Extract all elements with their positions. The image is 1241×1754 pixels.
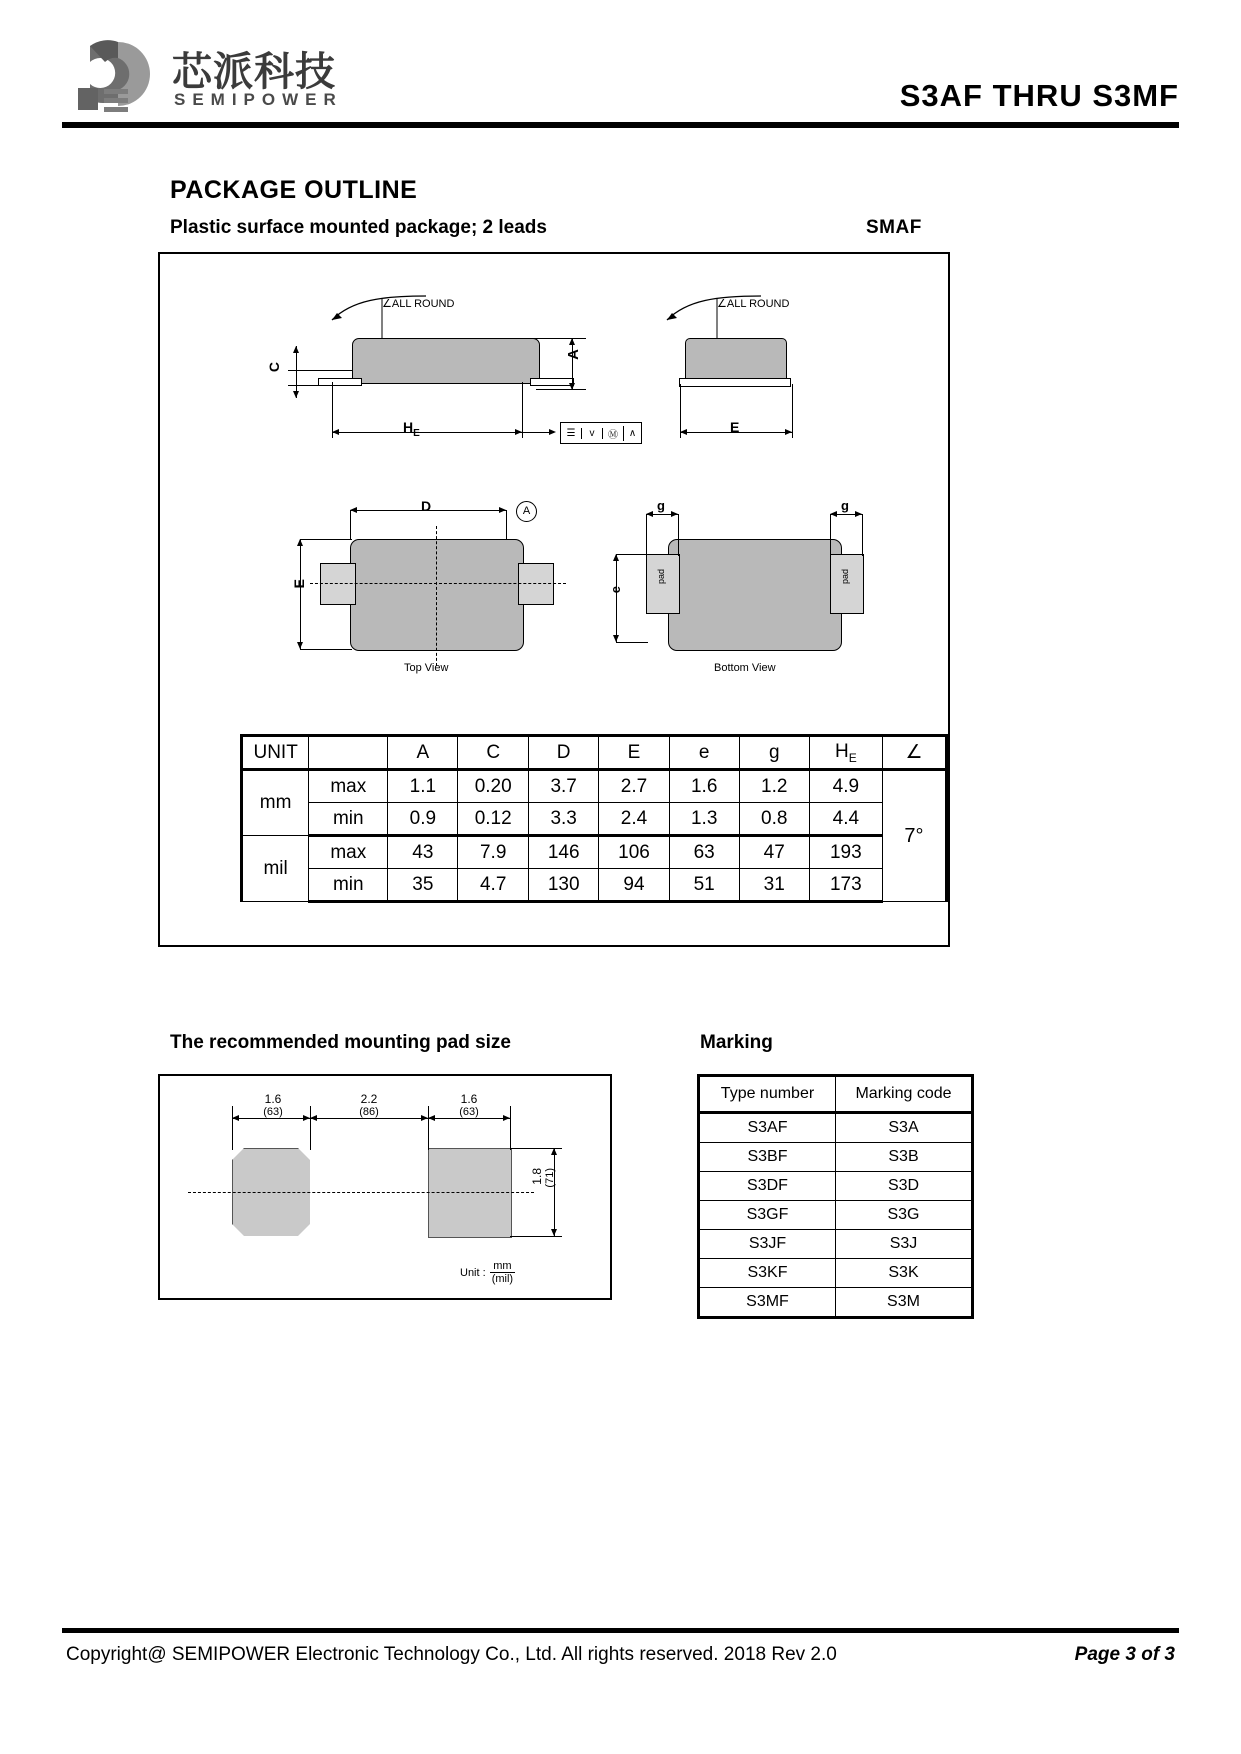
dim-mm-max-C: 0.20 [458,770,529,803]
mount-pad-right [428,1148,512,1238]
marking-type-6: S3MF [699,1288,836,1318]
marking-type-4: S3JF [699,1230,836,1259]
dim-mm-max-HE: 4.9 [809,770,882,803]
dim-label-HE: $H_E$ [403,419,420,439]
dim-C-arrow-down [293,391,299,398]
marking-table [697,1074,974,1319]
top-view-lead-left [320,563,356,605]
dim-HE-ext-left [332,382,333,438]
dim-mil-min-E: 94 [599,869,669,902]
device-body-side [685,338,787,380]
dim-HE-arrow-right [515,429,522,435]
top-view-caption: Top View [404,662,449,674]
dim-unit-mm: mm [242,770,309,836]
dim-col-HE: $H_E$ [809,736,882,770]
mount-ext-4 [510,1106,511,1150]
marking-type-5: S3KF [699,1259,836,1288]
mount-dim-mid-arrow-l [310,1115,317,1121]
dim-C-arrow-up [293,346,299,353]
dim-e-arrow-down [613,635,619,642]
company-logo [72,38,362,116]
page-header [0,0,1241,130]
dim-A-ext-bot [536,389,586,390]
dim-mil-min-C: 4.7 [458,869,529,902]
mount-dim-right-mil: (63) [459,1106,479,1118]
dim-mil-max-e: 63 [669,836,739,869]
all-round-label-right: ∠ALL ROUND [717,298,790,310]
dim-mm-min-E: 2.4 [599,803,669,836]
dim-mil-min-HE: 173 [809,869,882,902]
mount-centerline [188,1192,534,1193]
package-outline-title: PACKAGE OUTLINE [170,176,418,204]
dim-mm-min-e: 1.3 [669,803,739,836]
all-round-label-left: ∠ALL ROUND [382,298,455,310]
mount-dim-left-arrow-l [232,1115,239,1121]
gdt-frame: ☰ v Ⓜ ∧ [560,422,642,444]
device-body-front [352,338,540,384]
dim-C-ext-bot [288,385,322,386]
table-row [699,1113,973,1143]
mount-dim-mid-arrow-r [421,1115,428,1121]
lead-right-front [530,378,574,386]
dim-unit-mil: mil [242,836,309,902]
dim-mm-max-g: 1.2 [739,770,809,803]
mount-dim-height-arrow-u [551,1148,557,1155]
datum-a-symbol: A [516,501,537,522]
marking-col-code: Marking code [836,1076,973,1113]
dim-col-angle: ∠ [882,736,946,770]
logo-english-name: SEMIPOWER [174,90,343,109]
dim-mm-min-A: 0.9 [388,803,458,836]
document-title: S3AF THRU S3MF [899,78,1179,113]
package-subtitle: Plastic surface mounted package; 2 leads [170,217,547,238]
dim-E-top-arrow-down [297,642,303,649]
dim-e-line [616,554,617,642]
dim-HE-ext-right [522,382,523,438]
dim-E-top-line [300,539,301,649]
marking-code-0: S3A [836,1113,973,1143]
dim-mil-min-g: 31 [739,869,809,902]
dim-col-limit [309,736,388,770]
dim-A-arrow-up [569,338,575,345]
footer-divider [62,1628,1179,1633]
dim-E-side-ext-l [680,384,681,438]
dim-col-C: C [458,736,529,770]
mount-dim-right-line [428,1118,510,1119]
mount-dim-height-arrow-d [551,1229,557,1236]
mount-dim-height-line [554,1148,555,1236]
dim-label-D: D [421,498,432,514]
dim-e-arrow-up [613,554,619,561]
lead-side [679,378,791,387]
mount-dim-left-mm: 1.6 [264,1092,282,1106]
dim-D-ext-r [506,510,507,540]
dim-g-left-arrow-l [646,511,653,517]
dim-mm-min-D: 3.3 [529,803,599,836]
dim-HE-arrow-tail [549,429,556,435]
table-row [699,1143,973,1172]
dim-col-e: e [669,736,739,770]
table-row [699,1288,973,1318]
marking-code-2: S3D [836,1172,973,1201]
package-outline-drawing [158,252,950,947]
dim-mil-min-D: 130 [529,869,599,902]
dim-D-arrow-left [350,507,357,513]
mount-height-ext-b [510,1236,562,1237]
mount-dim-mid-line [310,1118,428,1119]
mount-dim-height-mm: 1.8 [530,1168,544,1185]
logo-chinese-name: 芯派科技 [172,49,336,95]
dim-mm-min-HE: 4.4 [809,803,882,836]
marking-type-2: S3DF [699,1172,836,1201]
pad-label-left: pad [656,569,666,585]
mount-dim-left-arrow-r [303,1115,310,1121]
dim-g-left-arrow-r [671,511,678,517]
dim-mm-min-C: 0.12 [458,803,529,836]
mount-dim-mid-mil: (86) [359,1106,379,1118]
pad-label-right: pad [840,569,850,585]
dim-label-C: C [266,362,282,373]
dim-col-E: E [599,736,669,770]
table-row [242,770,947,803]
dim-label-E-side: E [730,419,740,435]
table-row [242,836,947,869]
marking-code-3: S3G [836,1201,973,1230]
marking-code-6: S3M [836,1288,973,1318]
mounting-pad-title: The recommended mounting pad size [170,1032,511,1053]
mount-ext-3 [428,1106,429,1150]
dim-mm-max-E: 2.7 [599,770,669,803]
semipower-logo-icon [72,38,164,114]
footer-copyright: Copyright@ SEMIPOWER Electronic Technology Co., Ltd. All rights reserved. 2018 Rev 2.0 [66,1644,837,1665]
mount-dim-right-arrow-l [428,1115,435,1121]
dim-limit-mm-min: min [309,803,388,836]
top-view-lead-right [518,563,554,605]
marking-title: Marking [700,1032,773,1053]
dim-D-arrow-right [499,507,506,513]
marking-code-1: S3B [836,1143,973,1172]
marking-type-3: S3GF [699,1201,836,1230]
lead-left-front [318,378,362,386]
dim-e-ext-b [616,642,648,643]
dim-mil-max-A: 43 [388,836,458,869]
table-row [242,869,947,902]
dim-label-e: e [608,586,623,594]
header-divider [62,122,1179,128]
dim-mil-max-E: 106 [599,836,669,869]
dim-g-right-ext-l [830,514,831,556]
marking-type-1: S3BF [699,1143,836,1172]
dim-E-side-arrow-left [680,429,687,435]
table-row [699,1172,973,1201]
dim-g-left-ext-l [646,514,647,556]
marking-type-0: S3AF [699,1113,836,1143]
bottom-view-body [668,539,842,651]
dim-g-left-ext-r [678,514,679,556]
table-row [699,1201,973,1230]
marking-header-row [699,1076,973,1113]
dim-E-side-ext-r [792,384,793,438]
marking-code-5: S3K [836,1259,973,1288]
dim-g-right-arrow-l [830,511,837,517]
dim-label-g-right: g [841,498,849,513]
dim-g-right-arrow-r [855,511,862,517]
dimension-table [240,734,948,903]
top-view-body [350,539,524,651]
bottom-view-caption: Bottom View [714,662,776,674]
dim-HE-arrow-left [332,429,339,435]
dim-mil-max-C: 7.9 [458,836,529,869]
dim-limit-mil-max: max [309,836,388,869]
marking-code-4: S3J [836,1230,973,1259]
top-view-centerline-v [436,526,437,666]
mount-unit-note [460,1260,515,1285]
dim-label-A: A [565,349,582,360]
dim-mm-max-e: 1.6 [669,770,739,803]
mount-height-ext-t [510,1148,562,1149]
mount-dim-left-mil: (63) [263,1106,283,1118]
mount-ext-2 [310,1106,311,1150]
table-row [699,1259,973,1288]
mount-unit-den: (mil) [491,1273,514,1286]
footer-page-number: Page 3 of 3 [1074,1644,1175,1665]
dim-HE-line [332,432,522,433]
dim-E-top-ext-t [300,539,352,540]
dim-e-ext-t [616,554,648,555]
dim-D-ext-l [350,510,351,540]
dim-E-side-arrow-right [785,429,792,435]
mount-dim-left-line [232,1118,310,1119]
mount-unit-num: mm [490,1260,515,1273]
dim-mil-max-g: 47 [739,836,809,869]
dim-mil-max-D: 146 [529,836,599,869]
dim-label-E-top: E [291,579,307,589]
dim-E-top-ext-b [300,649,352,650]
dim-col-A: A [388,736,458,770]
mount-dim-mid-mm: 2.2 [360,1092,378,1106]
mount-dim-right-mm: 1.6 [460,1092,478,1106]
dim-mil-max-HE: 193 [809,836,882,869]
dim-limit-mil-min: min [309,869,388,902]
dim-g-right-ext-r [862,514,863,556]
dim-mil-min-e: 51 [669,869,739,902]
mounting-pad-drawing [158,1074,612,1300]
package-name-label: SMAF [866,217,922,238]
dim-table-header-row [242,736,947,770]
mount-unit-label: Unit : [460,1266,486,1279]
dim-C-ext-top [288,370,352,371]
dim-col-D: D [529,736,599,770]
mount-dim-right-arrow-r [503,1115,510,1121]
dim-mm-max-A: 1.1 [388,770,458,803]
dim-limit-mm-max: max [309,770,388,803]
table-row [699,1230,973,1259]
dim-angle-value: 7° [882,770,946,902]
dim-col-unit: UNIT [242,736,309,770]
dim-mm-max-D: 3.7 [529,770,599,803]
dim-E-top-arrow-up [297,539,303,546]
dim-col-g: g [739,736,809,770]
mount-ext-1 [232,1106,233,1150]
top-view-centerline-h [310,583,566,584]
dim-A-ext-top [530,338,586,339]
table-row [242,803,947,836]
dim-mil-min-A: 35 [388,869,458,902]
mount-dim-height-mil: (71) [544,1168,556,1188]
marking-col-type: Type number [699,1076,836,1113]
dim-label-g-left: g [657,498,665,513]
dim-mm-min-g: 0.8 [739,803,809,836]
mount-pad-left [232,1148,312,1238]
